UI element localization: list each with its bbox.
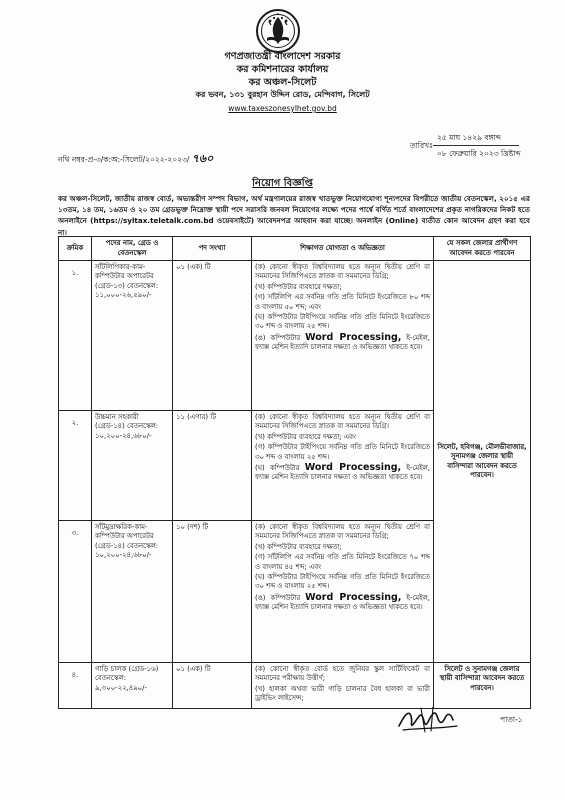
row-post: গাড়ি চালক (গ্রেড-১৬) বেতনস্কেল: ৯,৩০০-২২,৪৯০/- bbox=[92, 663, 173, 709]
memo-reference-label: নথি নম্বর-প্র-৩/ক:অ:-সিলেট/২০২২-২০২৩/ bbox=[58, 155, 190, 164]
qualification-item: (ক) কোনো স্বীকৃত বিশ্ববিদ্যালয় হতে অন্যূন দ্বিতীয় শ্রেণি বা সমমানের সিজিপিএতে স্নাতক বা সমমানের ডিগ্রি। bbox=[255, 413, 430, 431]
qualification-item: (খ) কম্পিউটার ব্যবহারে দক্ষতা; bbox=[255, 282, 342, 291]
header-serial: ক্রমিক bbox=[59, 237, 92, 261]
row-count: ১১ (এগার) টি bbox=[173, 411, 252, 521]
word-processing-text: Word Processing, bbox=[305, 331, 402, 343]
header-post: পদের নাম, গ্রেড ও বেতনস্কেল bbox=[92, 237, 173, 261]
table-header-row bbox=[59, 237, 531, 261]
date-gregorian: ০৮ ফেব্রুয়ারি ২০২৩ খ্রিষ্টাব্দ bbox=[437, 149, 521, 158]
qualification-item: (খ) কম্পিউটার ব্যবহারে দক্ষতা; bbox=[255, 542, 342, 551]
qualification-item: (ঘ) কম্পিউটার টাইপিংয়ে সর্বনিম্ন গতি প্রতি মিনিটে ইংরেজিতে ৩০ শব্দ ও বাংলায় ২৫ শব্দ। bbox=[255, 573, 430, 591]
qualification-item: (ঙ) কম্পিউটার Word Processing, ই-মেইল, ফ্যাক্স মেশিন ইত্যাদি চালনার দক্ষতা ও অভিজ্ঞতা থাকতে হবে। bbox=[255, 591, 430, 612]
date-divider bbox=[433, 145, 519, 146]
vacancy-table bbox=[58, 236, 531, 709]
row-eligible-districts: সিলেট ও সুনামগঞ্জ জেলার স্থায়ী বাসিন্দারা আবেদন করতে পারবেন। bbox=[434, 663, 531, 709]
word-processing-text: Word Processing, bbox=[304, 462, 402, 474]
table-row bbox=[59, 663, 531, 709]
table-row bbox=[59, 261, 531, 411]
notice-intro: কর অঞ্চল-সিলেট, জাতীয় রাজস্ব বোর্ড, অভ্যন্তরীণ সম্পদ বিভাগ, অর্থ মন্ত্রণালয়ের রাজস্ব খাতভুক্ত নিয়োগযোগ্য শূন্যপদের বিপরীতে জাতীয় বেতনস্কেল, ২০১৫ এর ১৩তম, ১৪ তম, ১৬তম ও ২০ তম গ্রেডভুক্ত নিম্নোক্ত স্থায়ী পদে সরাসরি জনবল নিয়োগের লক্ষ্যে পদের পার্শ্বে বর্ণিত শর্তে বাংলাদেশের প্রকৃত নাগরিকদের নিকট হতে অনলাইনে (https://syltax.teletalk.com.bd ওয়েবসাইটে) আবেদনপত্র আহবান করা যাচ্ছে। অনলাইন (Online) ব্যতীত কোন আবেদন গ্রহণ করা হবে না। bbox=[58, 194, 530, 237]
header-qualification: শিক্ষাগত যোগ্যতা ও অভিজ্ঞতা bbox=[252, 237, 434, 261]
header-eligible-districts: যে সকল জেলার প্রার্থীগণ আবেদন করতে পারবেন bbox=[434, 237, 531, 261]
date-bangla: ২৫ মাঘ ১৪২৯ বঙ্গাব্দ bbox=[437, 133, 501, 142]
memo-reference-number: ৭৬০ bbox=[191, 152, 214, 165]
row-post: সাঁটলিপিকার-কাম-কম্পিউটার অপারেটর (গ্রেড-১৩) বেতনস্কেল: ১১,০০০-২৬,৫৯০/- bbox=[92, 261, 173, 411]
qualification-item: (ঙ) কম্পিউটার Word Processing, ই-মেইল, ফ্যাক্স মেশিন ইত্যাদি চালনার দক্ষতা ও অভিজ্ঞতা থাকতে হবে। bbox=[255, 331, 430, 352]
header-office: কর কমিশনারের কার্যালয় bbox=[236, 64, 329, 75]
row-post: উচ্চমান সহকারী (গ্রেড-১৪) বেতনস্কেল: ১০,২০০-২৪,৬৮০/- bbox=[92, 411, 173, 521]
row-serial: ২. bbox=[59, 411, 92, 521]
government-emblem-icon bbox=[255, 8, 301, 54]
row-serial: ৩. bbox=[59, 521, 92, 663]
memo-reference bbox=[58, 150, 213, 169]
page-number: পাতা-১ bbox=[500, 715, 523, 724]
row-serial: ৪. bbox=[59, 663, 92, 709]
row-eligible-districts: সিলেট, হবিগঞ্জ, মৌলভীবাজার, সুনামগঞ্জ জেলার স্থায়ী বাসিন্দারা আবেদন করতে পারবেন। bbox=[434, 261, 531, 663]
row-count: ০১ (এক) টি bbox=[173, 261, 252, 411]
signature-icon bbox=[395, 704, 465, 736]
header-government: গণপ্রজাতন্ত্রী বাংলাদেশ সরকার bbox=[224, 51, 341, 62]
row-count: ১০ (দশ) টি bbox=[173, 521, 252, 663]
header-address: কর ভবন, ১৩১ বুরহান উদ্দিন রোড, মেন্দিবাগ, সিলেট bbox=[195, 90, 370, 99]
row-qualification bbox=[252, 261, 434, 411]
notice-title: নিয়োগ বিজ্ঞপ্তি bbox=[252, 178, 313, 189]
qualification-item: (গ) সাঁটলিপি এর সর্বনিম্ন গতি প্রতি মিনিটে ইংরেজিতে ৮০ শব্দ ও বাংলায় ৫০ শব্দ; এবং bbox=[255, 293, 430, 311]
qualification-item: (ঘ) কম্পিউটার Word Processing, ই-মেইল, ফ্যাক্স মেশিন ইত্যাদি চালনার দক্ষতা ও অভিজ্ঞতা থাকতে হবে। bbox=[255, 462, 430, 482]
qualification-item: (ঘ) কম্পিউটার টাইপিংয়ে সর্বনিম্ন গতি প্রতি মিনিটে ইংরেজিতে ৩০ শব্দ ও বাংলায় ২৫ শব্দ। bbox=[255, 313, 430, 331]
qualification-item: (খ) হালকা অথবা ভারী গাড়ি চালনার বৈধ হালকা বা ভারী ড্রাইভিং লাইসেন্স; bbox=[255, 684, 430, 703]
header-website-link[interactable]: www.taxeszonesylhet.gov.bd bbox=[228, 104, 337, 113]
header-count: পদ সংখ্যা bbox=[173, 237, 252, 261]
qualification-item: (গ) কম্পিউটার টাইপিংয়ে সর্বনিম্ন গতি প্রতি মিনিটে ইংরেজিতে ৩০ শব্দ ও বাংলায় ২৫ শব্দ। bbox=[255, 443, 430, 461]
row-qualification bbox=[252, 521, 434, 663]
row-count: ০১ (এক) টি bbox=[173, 663, 252, 709]
qualification-item: (খ) কম্পিউটার ব্যবহারে দক্ষতা; এবং bbox=[255, 432, 356, 441]
qualification-item: (ক) কোনো স্বীকৃত বিশ্ববিদ্যালয় হতে অন্যূন দ্বিতীয় শ্রেণি বা সমমানের সিজিপিএতে স্নাতক বা সমমানের ডিগ্রি; bbox=[255, 523, 430, 541]
qualification-item: (গ) সাঁটলিপি এর সর্বনিম্ন গতি প্রতি মিনিটে ইংরেজিতে ৭০ শব্দ ও বাংলায় ৪৫ শব্দ; এবং bbox=[255, 553, 430, 571]
date-label: তারিখঃ bbox=[410, 141, 433, 150]
qualification-item: (ক) কোনো স্বীকৃত বিশ্ববিদ্যালয় হতে অন্যূন দ্বিতীয় শ্রেণি বা সমমানের সিজিপিএতে স্নাতক বা সমমানের ডিগ্রি; bbox=[255, 263, 430, 281]
row-qualification bbox=[252, 663, 434, 709]
word-processing-text: Word Processing, bbox=[305, 591, 402, 603]
row-serial: ১. bbox=[59, 261, 92, 411]
row-qualification bbox=[252, 411, 434, 521]
row-post: সাঁটমুদ্রাক্ষরিক-কাম-কম্পিউটার অপারেটর (গ্রেড-১৪) বেতনস্কেল: ১০,২০০-২৪,৬৮০/- bbox=[92, 521, 173, 663]
qualification-item: (ক) কোনো স্বীকৃত বোর্ড হতে জুনিয়র স্কুল সার্টিফিকেট বা সমমানের পরীক্ষায় উত্তীর্ণ; bbox=[255, 665, 430, 683]
header-zone: কর অঞ্চল-সিলেট bbox=[248, 77, 317, 88]
